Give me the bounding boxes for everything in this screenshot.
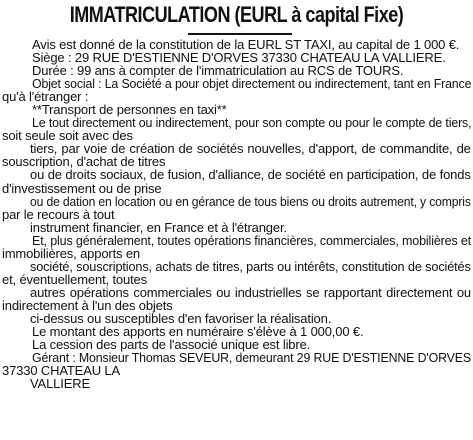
notice-line: par le recours à tout <box>2 206 115 222</box>
notice-line: Durée : 99 ans à compter de l'immatriculation au RCS de TOURS. <box>32 63 404 79</box>
notice-body <box>2 38 471 390</box>
notice-line: Avis est donné de la constitution de la EURL ST TAXI, au capital de 1 000 €. <box>32 37 460 52</box>
notice-line: souscription, d'achat de titres <box>2 154 166 170</box>
notice-line: immobilières, apports en <box>2 245 141 261</box>
notice-line: autres opérations commerciales ou industrielles se rapportant directement ou <box>30 284 471 300</box>
notice-line: tiers, par voie de création de sociétés nouvelles, d'apport, de commandite, de <box>30 141 471 157</box>
notice-line: VALLIERE <box>30 376 90 392</box>
notice-line: ou de droits sociaux, de fusion, d'alliance, de société en participation, de fonds <box>30 167 471 183</box>
notice-line: Objet social : La Société a pour objet directement ou indirectement, tant en France <box>32 76 472 92</box>
notice-line: d'investissement ou de prise <box>2 180 162 196</box>
notice-line: et, éventuellement, toutes <box>2 271 147 287</box>
notice-line: Le montant des apports en numéraire s'élève à 1 000,00 €. <box>32 324 364 340</box>
notice-line: soit seule soit avec des <box>2 128 133 144</box>
notice-line: La cession des parts de l'associé unique est libre. <box>32 337 311 353</box>
notice-line: Et, plus généralement, toutes opérations financières, commerciales, mobilières et <box>32 232 472 248</box>
notice-line: Siège : 29 RUE D'ESTIENNE D'ORVES 37330 CHATEAU LA VALLIERE. <box>32 50 446 66</box>
notice-line: qu'à l'étranger : <box>2 89 89 105</box>
title-underline <box>188 33 292 35</box>
notice-line: Gérant : Monsieur Thomas SEVEUR, demeurant 29 RUE D'ESTIENNE D'ORVES <box>32 350 472 366</box>
notice-line: société, souscriptions, achats de titres, parts ou intérêts, constitution de sociétés <box>30 258 471 274</box>
notice-line: **Transport de personnes en taxi** <box>32 102 227 118</box>
notice-line: ou de dation en location ou en gérance de tous biens ou droits autrement, y compris <box>30 193 471 209</box>
notice-line: ci-dessus ou susceptibles d'en favoriser la réalisation. <box>30 310 332 326</box>
notice-line: indirectement à l'un des objets <box>2 297 173 313</box>
notice-line: 37330 CHATEAU LA <box>2 363 121 379</box>
notice-title: IMMATRICULATION (EURL à capital Fixe) <box>69 2 404 27</box>
notice-line: instrument financier, en France et à l'étranger. <box>30 219 287 235</box>
notice-line: Le tout directement ou indirectement, pour son compte ou pour le compte de tiers, <box>32 115 472 131</box>
